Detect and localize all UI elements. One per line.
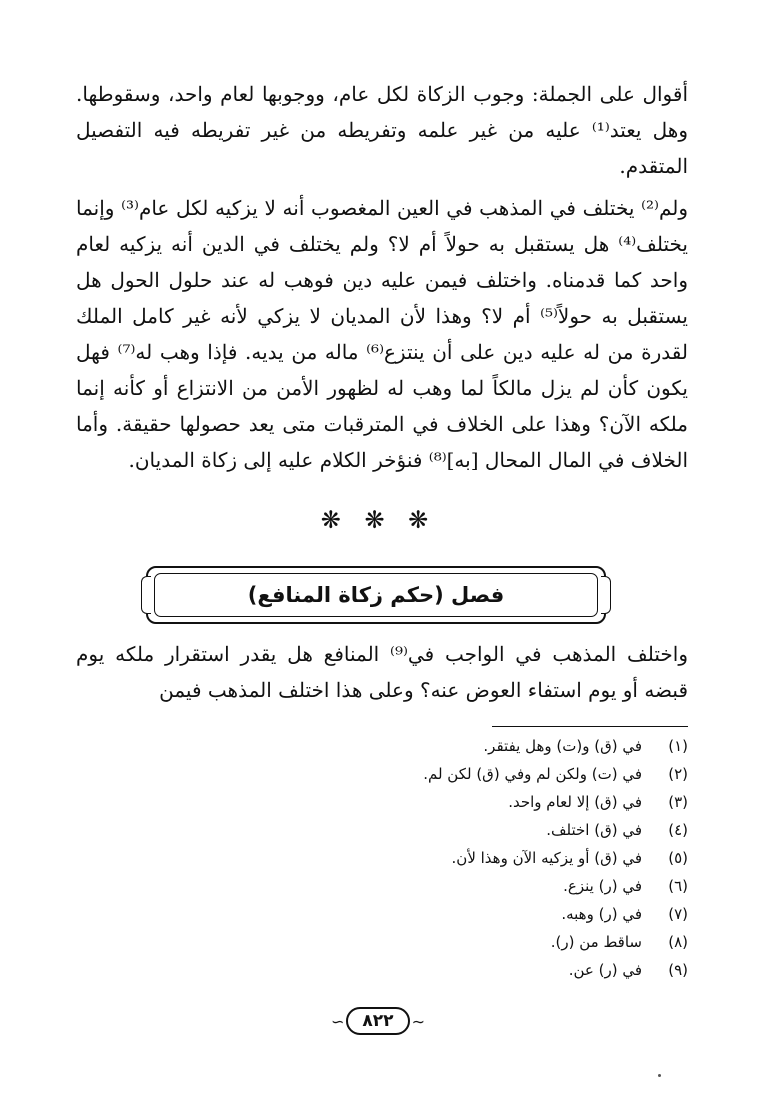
section-heading: فصل (حكم زكاة المنافع) — [154, 573, 598, 617]
body-paragraph-2 — [76, 190, 688, 478]
footnote-text: في (ق) أو يزكيه الآن وهذا لأن. — [451, 849, 642, 867]
footnote-number: (٢) — [668, 765, 688, 783]
footnote-number: (١) — [668, 737, 688, 755]
footnote — [76, 760, 688, 788]
footnote-number: (٨) — [668, 933, 688, 951]
footnote-text: في (ق) و(ت) وهل يفتقر. — [483, 737, 642, 755]
body-paragraph-1 — [76, 76, 688, 184]
footnotes-list — [76, 732, 688, 984]
paragraph-text: واختلف المذهب في الواجب في⁽⁹⁾ المنافع هل يقدر استقرار ملكه يوم قبضه أو يوم استفاء العوض عنه؟ وعلى هذا اختلف المذهب فيمن — [76, 642, 688, 702]
flourish-right-icon: ∼ — [411, 1011, 425, 1031]
footnote — [76, 872, 688, 900]
frame-cap-right — [601, 576, 611, 614]
footnote — [76, 956, 688, 984]
footnote — [76, 844, 688, 872]
paragraph-text: ولم⁽²⁾ يختلف في المذهب في العين المغصوب أنه لا يزكيه لكل عام⁽³⁾ وإنما يختلف⁽⁴⁾ هل يستقبل به حولاً أم لا؟ ولم يختلف في الدين أنه يزكيه لعام واحد كما قدمناه. واختلف فيمن عليه دين فوهب له عند حلول الحول هل يستقبل به حولاً⁽⁵⁾ أم لا؟ وهذا لأن المديان لا يزكي لأنه غير كامل الملك لقدرة من له عليه دين على أن ينتزع⁽⁶⁾ ماله من يديه. فإذا وهب له⁽⁷⁾ فهل يكون كأن لم يزل مالكاً لما وهب له لظهور الأمن من الانتزاع أو كأنه إنما ملكه الآن؟ وهذا على الخلاف في المترقبات متى يعد حصولها حقيقة. وأما الخلاف في المال المحال [به]⁽⁸⁾ فنؤخر الكلام عليه إلى زكاة المديان. — [76, 196, 689, 472]
page-number-oval: ٨٢٢ — [346, 1007, 409, 1035]
body-paragraph-3 — [76, 636, 688, 708]
page-number — [318, 1006, 438, 1036]
footnote-number: (٥) — [668, 849, 688, 867]
footnote-text: في (ق) إلا لعام واحد. — [508, 793, 642, 811]
footnote-text: في (ر) وهبه. — [561, 905, 642, 923]
footnote-number: (٩) — [668, 961, 688, 979]
footnote-number: (٧) — [668, 905, 688, 923]
footnote-text: في (ق) اختلف. — [546, 821, 642, 839]
footnote-text: في (ت) ولكن لم وفي (ق) لكن لم. — [423, 765, 642, 783]
footnote — [76, 900, 688, 928]
scan-speck — [658, 1074, 661, 1077]
section-heading-frame — [146, 566, 606, 624]
footnote — [76, 816, 688, 844]
footnote-text: ساقط من (ر). — [550, 933, 642, 951]
footnote — [76, 788, 688, 816]
section-divider-ornament: ❋ ❋ ❋ — [320, 506, 437, 534]
footnote-number: (٦) — [668, 877, 688, 895]
paragraph-text: أقوال على الجملة: وجوب الزكاة لكل عام، ووجوبها لعام واحد، وسقوطها. وهل يعتد⁽¹⁾ عليه من غير علمه وتفريطه من غير تفريطه فيه التفصيل المتقدم. — [76, 82, 688, 178]
footnote — [76, 732, 688, 760]
footnote-text: في (ر) ينزع. — [563, 877, 642, 895]
footnote-text: في (ر) عن. — [568, 961, 642, 979]
footnote-separator — [492, 726, 688, 727]
flourish-left-icon: ∽ — [331, 1011, 345, 1031]
frame-cap-left — [141, 576, 151, 614]
footnote — [76, 928, 688, 956]
footnote-number: (٤) — [668, 821, 688, 839]
footnote-number: (٣) — [668, 793, 688, 811]
